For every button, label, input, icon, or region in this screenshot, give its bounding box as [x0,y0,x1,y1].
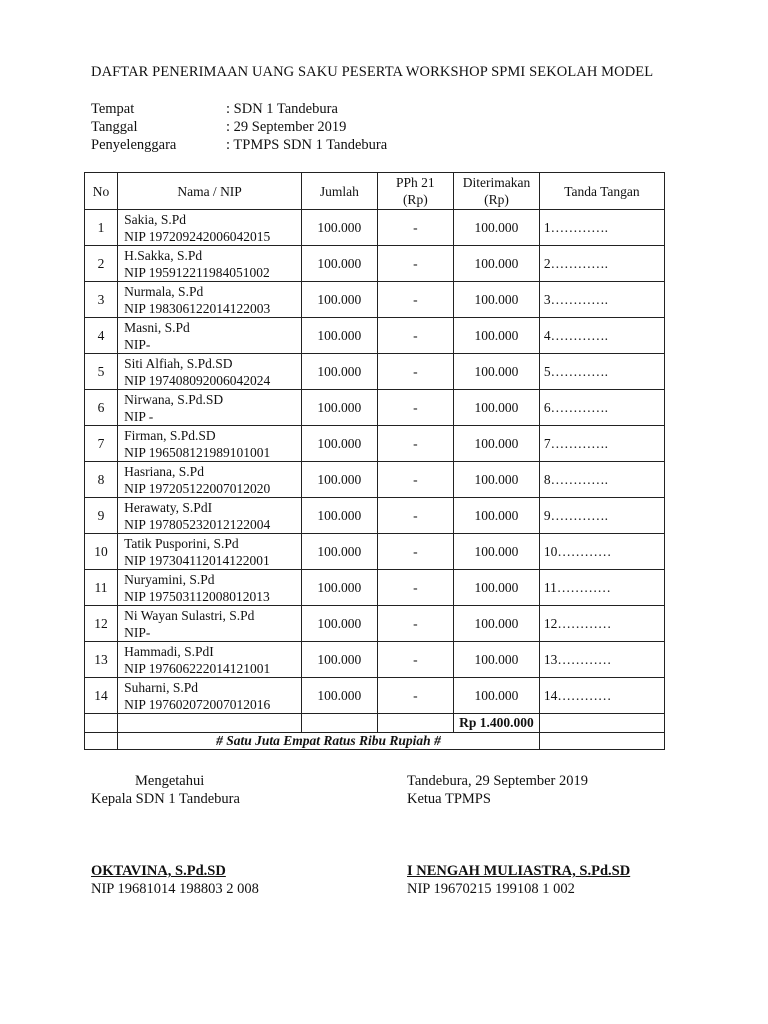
meta-value: : SDN 1 Tandebura [226,101,338,117]
row-jumlah: 100.000 [302,498,377,534]
total-in-words: # Satu Juta Empat Ratus Ribu Rupiah # [118,733,540,750]
row-name-cell [118,534,302,570]
table-row [85,354,665,390]
table-row [85,246,665,282]
row-name: Firman, S.Pd.SD [124,427,216,443]
row-signature: 7…………. [539,426,664,462]
table-row [85,210,665,246]
row-jumlah: 100.000 [302,246,377,282]
row-diterima: 100.000 [454,390,540,426]
row-jumlah: 100.000 [302,606,377,642]
row-signature: 1…………. [539,210,664,246]
row-signature: 5…………. [539,354,664,390]
total-row [85,714,665,733]
left-signature-name-line [91,862,226,880]
row-diterima: 100.000 [454,498,540,534]
row-diterima: 100.000 [454,642,540,678]
meta-label: Tempat [91,101,135,117]
right-signature-position: Ketua TPMPS [407,791,491,807]
row-diterima: 100.000 [454,678,540,714]
row-name-cell [118,282,302,318]
meta-value: : TPMPS SDN 1 Tandebura [226,137,388,153]
header-pph-line2: (Rp) [402,192,428,207]
row-number: 3 [85,282,118,318]
row-nip: NIP 197503112008012013 [124,588,270,604]
row-number: 7 [85,426,118,462]
row-number: 9 [85,498,118,534]
header-diterima-line2: (Rp) [484,192,509,207]
row-jumlah: 100.000 [302,534,377,570]
row-number: 13 [85,642,118,678]
row-number: 2 [85,246,118,282]
row-name-cell [118,390,302,426]
row-diterima: 100.000 [454,354,540,390]
row-name: Hasriana, S.Pd [124,463,204,479]
row-name-cell [118,642,302,678]
row-name: Ni Wayan Sulastri, S.Pd [124,607,255,623]
document-title: DAFTAR PENERIMAAN UANG SAKU PESERTA WORKSHOP SPMI SEKOLAH MODEL [91,64,654,80]
row-name: Nurmala, S.Pd [124,283,204,299]
row-pph: - [377,210,454,246]
row-nip: NIP 197606222014121001 [124,660,271,676]
row-number: 8 [85,462,118,498]
row-nip: NIP 195912211984051002 [124,264,270,280]
row-name-cell [118,606,302,642]
recipient-table [84,172,665,750]
table-row [85,678,665,714]
header-pph-line1: PPh 21 [395,175,435,190]
header-pph [377,173,454,210]
row-diterima: 100.000 [454,426,540,462]
row-pph: - [377,498,454,534]
row-name: Suharni, S.Pd [124,679,198,695]
row-pph: - [377,390,454,426]
header-diterima-line1: Diterimakan [462,175,531,190]
row-pph: - [377,354,454,390]
total-empty-cell [539,714,664,733]
row-diterima: 100.000 [454,282,540,318]
right-signature-name-line [407,862,630,880]
row-signature: 14………… [539,678,664,714]
row-name: H.Sakka, S.Pd [124,247,203,263]
meta-row-organizer [91,136,387,154]
row-pph: - [377,642,454,678]
table-row [85,390,665,426]
row-pph: - [377,246,454,282]
words-empty-cell [85,733,118,750]
row-nip: NIP 197209242006042015 [124,228,271,244]
row-number: 5 [85,354,118,390]
header-jumlah: Jumlah [302,173,377,210]
total-empty-cell [85,714,118,733]
row-name-cell [118,678,302,714]
row-name: Siti Alfiah, S.Pd.SD [124,355,233,371]
table-row [85,570,665,606]
header-no: No [85,173,118,210]
table-row [85,282,665,318]
row-signature: 2…………. [539,246,664,282]
row-jumlah: 100.000 [302,570,377,606]
row-number: 1 [85,210,118,246]
row-name-cell [118,354,302,390]
words-empty-cell [539,733,664,750]
row-signature: 9…………. [539,498,664,534]
row-signature: 4…………. [539,318,664,354]
row-diterima: 100.000 [454,246,540,282]
row-nip: NIP 197408092006042024 [124,372,271,388]
left-signature-position: Kepala SDN 1 Tandebura [91,791,240,807]
table-row [85,606,665,642]
meta-label: Penyelenggara [91,137,177,153]
row-nip: NIP- [124,336,151,352]
row-pph: - [377,534,454,570]
row-signature: 6…………. [539,390,664,426]
row-pph: - [377,318,454,354]
row-name: Sakia, S.Pd [124,211,186,227]
row-name: Herawaty, S.PdI [124,499,213,515]
total-amount: Rp 1.400.000 [454,714,540,733]
left-signature-heading: Mengetahui [135,773,205,789]
meta-block [91,100,387,154]
row-jumlah: 100.000 [302,678,377,714]
row-diterima: 100.000 [454,318,540,354]
row-diterima: 100.000 [454,462,540,498]
row-nip: NIP 196508121989101001 [124,444,271,460]
meta-row-date [91,118,387,136]
right-signature-name: I NENGAH MULIASTRA, S.Pd.SD [407,863,631,879]
table-header-row [85,173,665,210]
row-signature: 3…………. [539,282,664,318]
row-jumlah: 100.000 [302,462,377,498]
row-pph: - [377,426,454,462]
header-name: Nama / NIP [118,173,302,210]
row-name: Nirwana, S.Pd.SD [124,391,224,407]
total-empty-cell [302,714,377,733]
row-name-cell [118,498,302,534]
row-jumlah: 100.000 [302,354,377,390]
row-jumlah: 100.000 [302,210,377,246]
row-name-cell [118,246,302,282]
row-name: Masni, S.Pd [124,319,190,335]
row-name-cell [118,462,302,498]
total-empty-cell [118,714,302,733]
row-pph: - [377,678,454,714]
total-empty-cell [377,714,454,733]
table-row [85,534,665,570]
row-diterima: 100.000 [454,570,540,606]
left-signature-nip: NIP 19681014 198803 2 008 [91,881,259,897]
row-signature: 10………… [539,534,664,570]
row-pph: - [377,606,454,642]
row-number: 14 [85,678,118,714]
row-jumlah: 100.000 [302,318,377,354]
row-signature: 12………… [539,606,664,642]
row-nip: NIP- [124,624,151,640]
row-jumlah: 100.000 [302,390,377,426]
row-diterima: 100.000 [454,210,540,246]
row-nip: NIP 198306122014122003 [124,300,271,316]
row-number: 11 [85,570,118,606]
row-name: Hammadi, S.PdI [124,643,214,659]
row-jumlah: 100.000 [302,642,377,678]
right-signature-nip: NIP 19670215 199108 1 002 [407,881,575,897]
total-words-row [85,733,665,750]
row-signature: 8…………. [539,462,664,498]
header-diterima [454,173,540,210]
row-number: 6 [85,390,118,426]
table-row [85,426,665,462]
row-pph: - [377,282,454,318]
left-signature-name: OKTAVINA, S.Pd.SD [91,863,226,879]
header-ttd: Tanda Tangan [539,173,664,210]
table-row [85,462,665,498]
right-signature-date: Tandebura, 29 September 2019 [407,773,588,789]
table-row [85,318,665,354]
row-pph: - [377,570,454,606]
meta-value: : 29 September 2019 [226,119,347,135]
row-jumlah: 100.000 [302,426,377,462]
row-signature: 13………… [539,642,664,678]
row-name-cell [118,318,302,354]
row-nip: NIP 197805232012122004 [124,516,271,532]
row-nip: NIP 197304112014122001 [124,552,270,568]
row-name: Tatik Pusporini, S.Pd [124,535,239,551]
row-number: 4 [85,318,118,354]
row-name-cell [118,570,302,606]
row-diterima: 100.000 [454,606,540,642]
row-name-cell [118,426,302,462]
meta-row-place [91,100,387,118]
row-signature: 11………… [539,570,664,606]
row-name: Nuryamini, S.Pd [124,571,215,587]
row-number: 10 [85,534,118,570]
row-name-cell [118,210,302,246]
row-diterima: 100.000 [454,534,540,570]
table-row [85,642,665,678]
row-number: 12 [85,606,118,642]
row-nip: NIP 197205122007012020 [124,480,271,496]
row-pph: - [377,462,454,498]
row-nip: NIP - [124,408,154,424]
row-jumlah: 100.000 [302,282,377,318]
row-nip: NIP 197602072007012016 [124,696,271,712]
meta-label: Tanggal [91,119,138,135]
table-row [85,498,665,534]
